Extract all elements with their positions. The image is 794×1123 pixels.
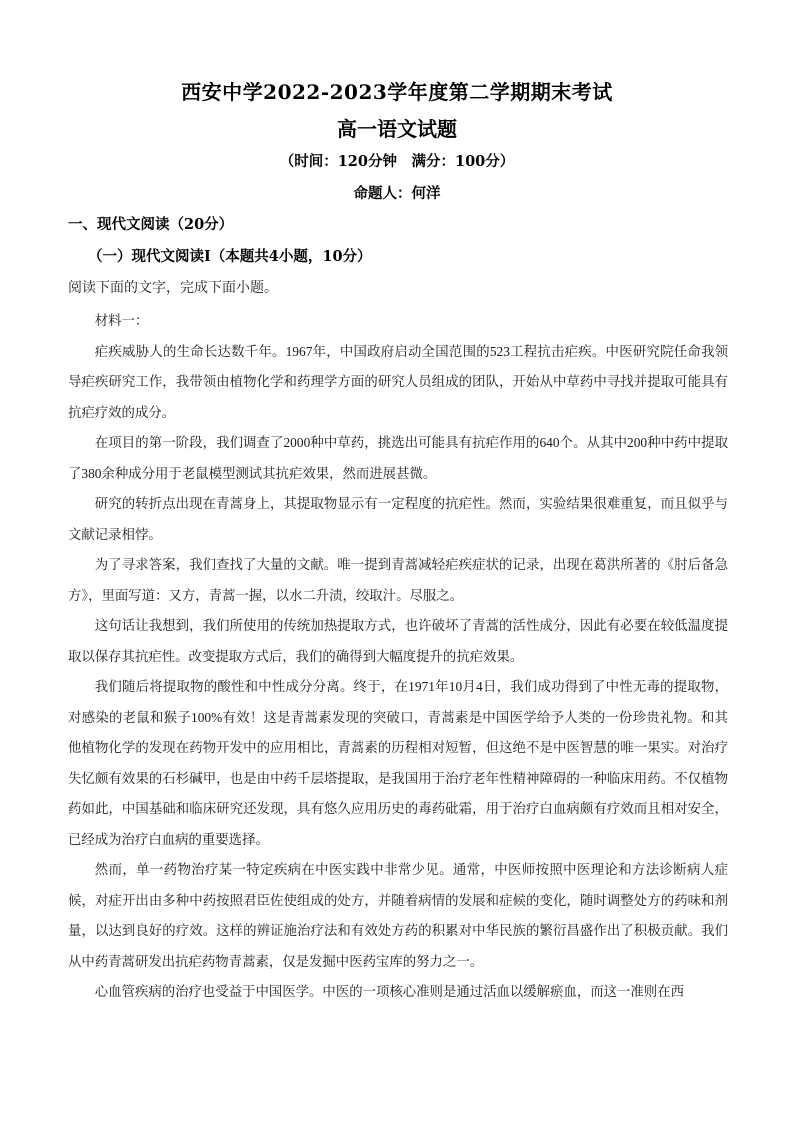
author-line: 命题人：何洋: [353, 185, 441, 202]
passage-paragraph: 我们随后将提取物的酸性和中性成分分离。终于，在1971年10月4日，我们成功得到了中性无毒的提取物，对感染的老鼠和猴子100%有效！这是青蒿素发现的突破口，青蒿素是中国医学给予人类的一份珍贵礼物。和其他植物化学的发现在药物开发中的应用相比，青蒿素的历程相对短暂，但这绝不是中医智慧的唯一果实。对治疗失忆颇有效果的石杉碱甲，也是由中药千层塔提取，是我国用于治疗老年性精神障碍的一种临床用药。不仅植物药如此，中国基础和临床研究还发现，具有悠久应用历史的毒药砒霜，用于治疗白血病颇有疗效而且相对安全，已经成为治疗白血病的重要选择。: [68, 679, 728, 847]
subsection-heading: （一）现代文阅读Ⅰ（本题共4小题，10分）: [88, 248, 372, 265]
exam-title: 西安中学2022-2023学年度第二学期期末考试: [181, 80, 613, 104]
passage-paragraph: 研究的转折点出现在青蒿身上，其提取物显示有一定程度的抗疟性。然而，实验结果很难重复，而且似乎与文献记录相悖。: [68, 496, 728, 542]
passage-paragraph: 为了寻求答案，我们查找了大量的文献。唯一提到青蒿减轻疟疾症状的记录，出现在葛洪所著的《肘后备急方》，里面写道：又方，青蒿一握，以水二升渍，绞取汁。尽服之。: [68, 557, 728, 603]
subject-title: 高一语文试题: [337, 117, 457, 141]
passage-paragraph: 在项目的第一阶段，我们调查了2000种中草药，挑选出可能具有抗疟作用的640个。从其中200种中药中提取了380余种成分用于老鼠模型测试其抗疟效果，然而进展甚微。: [68, 435, 728, 481]
reading-instruction: 阅读下面的文字，完成下面小题。: [68, 280, 278, 296]
passage-paragraph: 疟疾威胁人的生命长达数千年。1967年，中国政府启动全国范围的523工程抗击疟疾。中医研究院任命我领导疟疾研究工作，我带领由植物化学和药理学方面的研究人员组成的团队，开始从中草药中寻找并提取可能具有抗疟疗效的成分。: [68, 343, 728, 420]
passage-paragraph: 心血管疾病的治疗也受益于中国医学。中医的一项核心准则是通过活血以缓解瘀血，而这一准则在西: [94, 984, 684, 999]
passage-body: [68, 306, 728, 1008]
material-label: 材料一：: [94, 313, 149, 328]
time-score-line: （时间：120分钟 满分：100分）: [279, 153, 515, 170]
section-heading: 一、现代文阅读（20分）: [68, 216, 234, 233]
passage-paragraph: 然而，单一药物治疗某一特定疾病在中医实践中非常少见。通常，中医师按照中医理论和方法诊断病人症候，对症开出由多种中药按照君臣佐使组成的处方，并随着病情的发展和症候的变化，随时调整处方的药味和剂量，以达到良好的疗效。这样的辨证施治疗法和有效处方药的积累对中华民族的繁衍昌盛作出了积极贡献。我们从中药青蒿研发出抗疟药物青蒿素，仅是发掘中医药宝库的努力之一。: [68, 862, 728, 969]
passage-paragraph: 这句话让我想到，我们所使用的传统加热提取方式，也许破坏了青蒿的活性成分，因此有必要在较低温度提取以保存其抗疟性。改变提取方式后，我们的确得到大幅度提升的抗疟效果。: [68, 618, 728, 664]
